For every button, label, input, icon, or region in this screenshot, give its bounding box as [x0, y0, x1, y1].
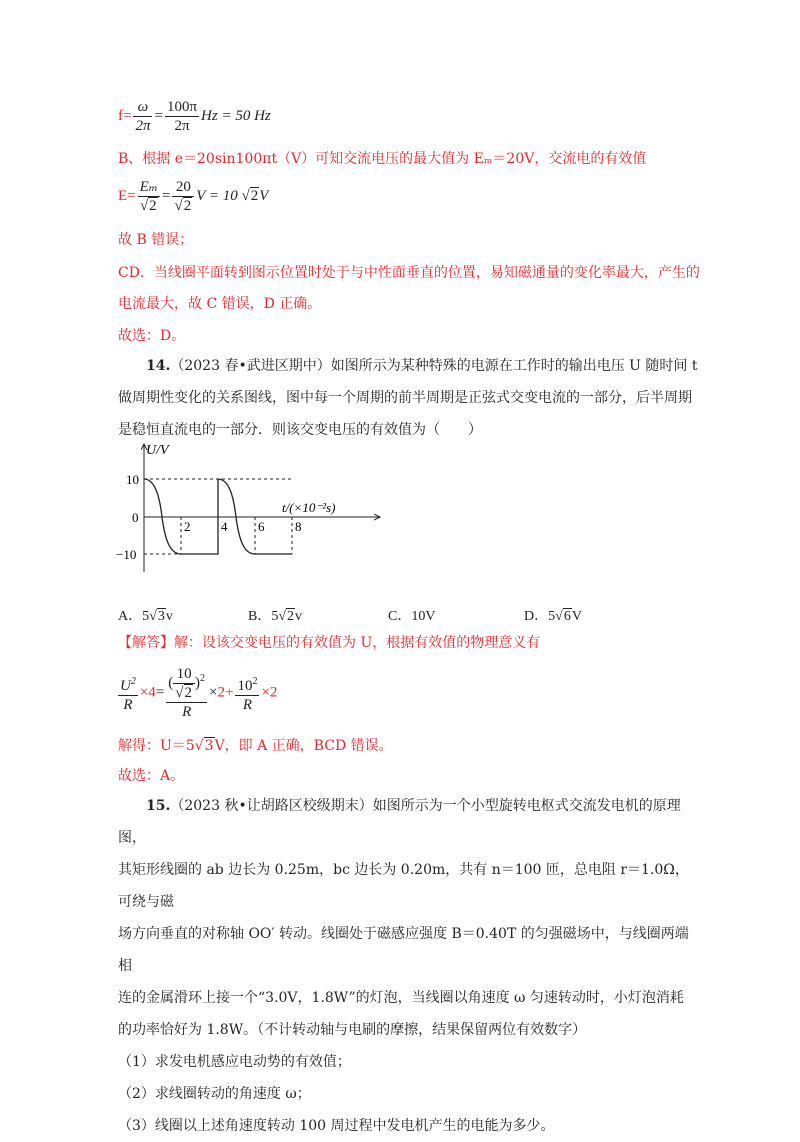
ytick-10: 10: [126, 472, 139, 487]
eq14-times2b: ×2: [261, 684, 278, 701]
q14-text-1: （2023 春•武进区期中）如图所示为某种特殊的电源在工作时的输出电压 U 随时间 t: [170, 358, 698, 374]
xtick-4: 4: [221, 519, 228, 534]
eq14-r1: R: [123, 696, 133, 713]
option-b[interactable]: B．5√2v: [248, 609, 303, 624]
q14-solve: 解得：U＝5√3V，即 A 正确，BCD 错误。: [118, 738, 393, 754]
question-14: [118, 350, 700, 446]
answer-line-b: B、根据 e＝20sin100πt（V）可知交流电压的最大值为 Eₘ＝20V，交流电的有效值: [118, 151, 647, 167]
option-d[interactable]: D．5√6V: [524, 609, 582, 624]
ytick-0: 0: [132, 510, 139, 525]
answer-choose-d: 故选：D。: [118, 328, 186, 344]
option-d-value: 5: [548, 609, 556, 624]
eq-f-prefix: f=: [118, 107, 132, 124]
eq-f-den1: 2π: [135, 118, 151, 134]
eq14-u: U: [120, 677, 131, 694]
answer-line-cd-1: CD．当线圈平面转到图示位置时处于与中性面垂直的位置，易知磁通量的变化率最大，产生的: [118, 265, 700, 281]
q14-number: 14.: [146, 358, 171, 374]
q15-text-1: （2023 秋•让胡路区校级期末）如图所示为一个小型旋转电枢式交流发电机的原理图，: [118, 798, 681, 846]
q14-text-3: 是稳恒直流电的一部分．则该交变电压的有效值为（ ）: [118, 422, 482, 438]
option-d-root: 6: [563, 609, 571, 624]
option-b-value: 5: [271, 609, 279, 624]
eq-e-prefix: E=: [118, 187, 136, 204]
q15-sub-3: （3）线圈以上述角速度转动 100 周过程中发电机产生的电能为多少。: [118, 1118, 555, 1134]
option-c[interactable]: [388, 605, 435, 625]
q14-solve-tail: V，即 A 正确，BCD 错误。: [214, 738, 393, 754]
option-d-unit: V: [571, 609, 582, 624]
eq14-r2: R: [182, 704, 192, 720]
option-c-value: 10V: [411, 609, 436, 624]
eq-e-tail3: V: [259, 187, 269, 204]
q14-answer-text: 解：设该交变电压的有效值为 U，根据有效值的物理意义有: [174, 635, 541, 651]
eq-f-num2: 100π: [166, 99, 198, 115]
q15-sub-2: （2）求线圈转动的角速度 ω；: [118, 1086, 311, 1102]
ytick-neg10: −10: [116, 547, 137, 562]
option-a-root: 3: [157, 609, 165, 624]
eq14-times4: ×4: [139, 684, 156, 701]
xtick-2: 2: [184, 519, 191, 534]
option-b-unit: v: [295, 609, 303, 624]
option-c-label: C．: [388, 609, 412, 624]
option-a-unit: v: [165, 609, 173, 624]
y-axis-label: U/V: [146, 443, 169, 458]
answer-line-cd-2: 电流最大，故 C 错误，D 正确。: [118, 296, 322, 312]
eq-e-num2: 20: [172, 178, 194, 197]
q14-equation: $\frac{U^2}{R}$ ×4= ( $\frac{10}{√2}$ )$^2$ R ×2+ $\frac{10^2}{R}$ ×2: [120, 666, 278, 720]
eq-e-tail1: V = 10: [196, 187, 238, 204]
q14-answer-intro: [118, 633, 540, 653]
eq-e-tail2: 2: [250, 187, 259, 204]
eq-e-den2: 2: [183, 198, 192, 214]
answer-line-b-wrong: 故 B 错误；: [118, 232, 194, 248]
x-axis-label: t/(×10⁻²s): [282, 500, 336, 515]
option-d-label: D．: [524, 609, 549, 624]
option-b-root: 2: [287, 609, 295, 624]
eq-e-den1: 2: [149, 198, 157, 214]
eq-f-den2: 2π: [174, 118, 190, 134]
xtick-8: 8: [295, 519, 302, 534]
equation-effective-emf: E= $\frac{\text{Eₘ}}{√2}$ = $\frac{20}{√2}$ V = 10 √2V: [118, 179, 269, 214]
q15-text-2: 其矩形线圈的 ab 边长为 0.25m，bc 边长为 0.20m，共有 n＝100 匝，总电阻 r＝1.0Ω，可绕与磁: [118, 862, 689, 910]
eq-f-tail: Hz = 50 Hz: [201, 107, 271, 124]
option-a-label: A．: [118, 609, 143, 624]
eq14-plus: +: [224, 684, 234, 701]
q14-solve-text: 解得：U＝5: [118, 738, 195, 754]
xtick-6: 6: [258, 519, 265, 534]
eq14-ten2: 10: [237, 677, 253, 694]
eq-f-num1: ω: [133, 98, 152, 117]
eq-e-num1: Eₘ: [139, 179, 158, 195]
voltage-time-graph: [110, 440, 390, 580]
eq14-root2: 2: [184, 685, 193, 701]
eq14-times2a: 2: [217, 684, 225, 701]
q15-text-3: 场方向垂直的对称轴 OO′ 转动。线圈处于磁感应强度 B＝0.40T 的匀强磁场中，与线圈两端相: [118, 926, 689, 974]
option-a-value: 5: [142, 609, 150, 624]
q14-answer-tag: 【解答】: [118, 635, 174, 651]
question-15: [118, 790, 700, 1142]
q14-choose: 故选：A。: [118, 768, 185, 784]
option-b-label: B．: [248, 609, 272, 624]
equation-frequency: f= $\frac{\omega}{2\pi}$ = $\frac{100\pi}{2\pi}$ Hz = 50 Hz: [118, 99, 271, 134]
q15-sub-1: （1）求发电机感应电动势的有效值；: [118, 1054, 351, 1070]
q15-text-4: 连的金属滑环上接一个“3.0V，1.8W”的灯泡，当线圈以角速度 ω 匀速转动时，小灯泡消耗: [118, 990, 684, 1006]
eq14-r3: R: [242, 696, 253, 713]
eq14-ten: 10: [173, 665, 195, 684]
option-a[interactable]: A．5√3v: [118, 609, 173, 624]
q14-text-2: 做周期性变化的关系图线，图中每一个周期的前半周期是正弦式交变电流的一部分，后半周期: [118, 390, 692, 406]
q15-text-5: 的功率恰好为 1.8W。（不计转动轴与电刷的摩擦，结果保留两位有效数字）: [118, 1022, 587, 1038]
q14-solve-root: 3: [204, 738, 214, 754]
q15-number: 15.: [146, 798, 171, 814]
